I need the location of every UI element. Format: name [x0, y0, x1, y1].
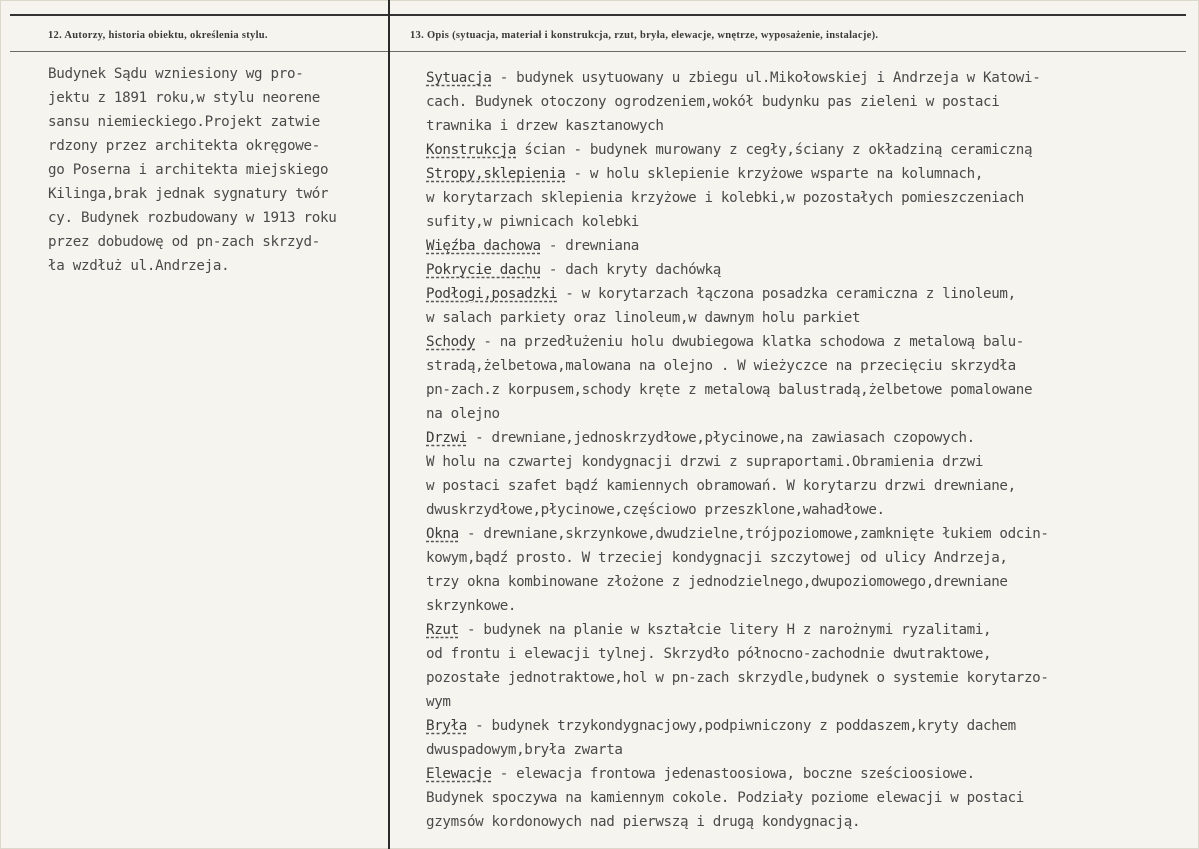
section-body: w salach parkiety oraz linoleum,w dawnym holu parkiet — [426, 310, 861, 326]
section-body: stradą,żelbetowa,malowana na olejno . W wieżyczce na przecięciu skrzydła — [426, 358, 1016, 374]
section-line — [426, 714, 1186, 738]
left-text-line: Budynek Sądu wzniesiony wg pro- — [48, 66, 304, 82]
description-text — [426, 66, 1186, 834]
description-line — [426, 642, 1186, 666]
left-text-line: go Poserna i architekta miejskiego — [48, 162, 329, 178]
section-body: sufity,w piwnicach kolebki — [426, 214, 639, 230]
section-body: cach. Budynek otoczony ogrodzeniem,wokół budynku pas zieleni w postaci — [426, 94, 1000, 110]
section-body: Budynek spoczywa na kamiennym cokole. Podziały poziome elewacji w postaci — [426, 790, 1024, 806]
section-body: w korytarzach sklepienia krzyżowe i kolebki,w pozostałych pomieszczeniach — [426, 190, 1024, 206]
description-line — [426, 810, 1186, 834]
section-line — [426, 762, 1186, 786]
section-line — [426, 426, 1186, 450]
description-line — [426, 114, 1186, 138]
section-body: od frontu i elewacji tylnej. Skrzydło północno-zachodnie dwutraktowe, — [426, 646, 992, 662]
description-line — [426, 186, 1186, 210]
section-line — [426, 162, 1186, 186]
section-heading: Rzut — [426, 622, 459, 638]
description-line — [426, 306, 1186, 330]
section-heading: Sytuacja — [426, 70, 492, 86]
description-line — [426, 666, 1186, 690]
description-line — [426, 402, 1186, 426]
section-heading: Drzwi — [426, 430, 467, 446]
section-body: - budynek trzykondygnacjowy,podpiwniczony z poddaszem,kryty dachem — [466, 718, 1016, 734]
description-line — [426, 786, 1186, 810]
section-body: - drewniana — [540, 238, 639, 254]
section-body: - drewniane,jednoskrzydłowe,płycinowe,na zawiasach czopowych. — [466, 430, 975, 446]
section-body: gzymsów kordonowych nad pierwszą i drugą kondygnacją. — [426, 814, 861, 830]
section-body: dwuspadowym,bryła zwarta — [426, 742, 623, 758]
section-body: - budynek usytuowany u zbiegu ul.Mikołowskiej i Andrzeja w Katowi- — [491, 70, 1041, 86]
section-line — [426, 234, 1186, 258]
top-border-line — [10, 14, 1186, 16]
section-body: na olejno — [426, 406, 500, 422]
section-body: trzy okna kombinowane złożone z jednodzielnego,dwupoziomowego,drewniane — [426, 574, 1008, 590]
right-column-header: 13. Opis (sytuacja, materiał i konstrukcja, rzut, bryła, elewacje, wnętrze, wyposażenie, instalacje). — [410, 30, 879, 41]
section-heading: Stropy,sklepienia — [426, 166, 566, 182]
section-heading: Konstrukcja — [426, 142, 517, 158]
description-line — [426, 210, 1186, 234]
section-body: wym — [426, 694, 451, 710]
description-line — [426, 354, 1186, 378]
description-line — [426, 498, 1186, 522]
section-line — [426, 522, 1186, 546]
section-body: skrzynkowe. — [426, 598, 517, 614]
section-body: - na przedłużeniu holu dwubiegowa klatka schodowa z metalową balu- — [475, 334, 1024, 350]
section-body: - dach kryty dachówką — [540, 262, 721, 278]
section-heading: Bryła — [426, 718, 467, 734]
description-line — [426, 690, 1186, 714]
section-body: w postaci szafet bądź kamiennych obramowań. W korytarzu drzwi drewniane, — [426, 478, 1016, 494]
section-body: dwuskrzydłowe,płycinowe,częściowo przeszklone,wahadłowe. — [426, 502, 885, 518]
left-text-line: cy. Budynek rozbudowany w 1913 roku — [48, 210, 337, 226]
section-body: - w korytarzach łączona posadzka ceramiczna z linoleum, — [557, 286, 1016, 302]
section-heading: Pokrycie dachu — [426, 262, 541, 278]
section-heading: Więźba dachowa — [426, 238, 541, 254]
description-line — [426, 450, 1186, 474]
description-line — [426, 738, 1186, 762]
section-line — [426, 138, 1186, 162]
authors-history-text — [48, 62, 380, 278]
left-text-line: rdzony przez architekta okręgowe- — [48, 138, 320, 154]
column-divider-line — [388, 0, 390, 849]
left-text-line: sansu niemieckiego.Projekt zatwie — [48, 114, 320, 130]
header-divider-line — [10, 51, 1186, 52]
section-body: - elewacja frontowa jedenastoosiowa, boczne sześcioosiowe. — [491, 766, 975, 782]
section-line — [426, 66, 1186, 90]
description-line — [426, 474, 1186, 498]
section-heading: Schody — [426, 334, 476, 350]
section-line — [426, 618, 1186, 642]
section-body: ścian - budynek murowany z cegły,ściany z okładziną ceramiczną — [516, 142, 1033, 158]
left-text-line: Kilinga,brak jednak sygnatury twór — [48, 186, 329, 202]
section-body: kowym,bądź prosto. W trzeciej kondygnacji szczytowej od ulicy Andrzeja, — [426, 550, 1008, 566]
section-body: trawnika i drzew kasztanowych — [426, 118, 664, 134]
section-heading: Okna — [426, 526, 459, 542]
section-heading: Podłogi,posadzki — [426, 286, 558, 302]
section-body: - budynek na planie w kształcie litery H z narożnymi ryzalitami, — [458, 622, 992, 638]
section-body: pn-zach.z korpusem,schody kręte z metalową balustradą,żelbetowe pomalowane — [426, 382, 1033, 398]
section-body: - w holu sklepienie krzyżowe wsparte na kolumnach, — [565, 166, 984, 182]
description-line — [426, 90, 1186, 114]
left-column-header: 12. Autorzy, historia obiektu, określenia stylu. — [48, 30, 268, 41]
left-text-line: jektu z 1891 roku,w stylu neorene — [48, 90, 320, 106]
section-line — [426, 330, 1186, 354]
description-line — [426, 378, 1186, 402]
section-line — [426, 282, 1186, 306]
description-line — [426, 546, 1186, 570]
description-line — [426, 570, 1186, 594]
section-body: - drewniane,skrzynkowe,dwudzielne,trójpoziomowe,zamknięte łukiem odcin- — [458, 526, 1049, 542]
section-body: pozostałe jednotraktowe,hol w pn-zach skrzydle,budynek o systemie korytarzo- — [426, 670, 1049, 686]
section-heading: Elewacje — [426, 766, 492, 782]
description-line — [426, 594, 1186, 618]
section-line — [426, 258, 1186, 282]
left-text-line: przez dobudowę od pn-zach skrzyd- — [48, 234, 320, 250]
left-text-line: ła wzdłuż ul.Andrzeja. — [48, 258, 230, 274]
section-body: W holu na czwartej kondygnacji drzwi z supraportami.Obramienia drzwi — [426, 454, 984, 470]
